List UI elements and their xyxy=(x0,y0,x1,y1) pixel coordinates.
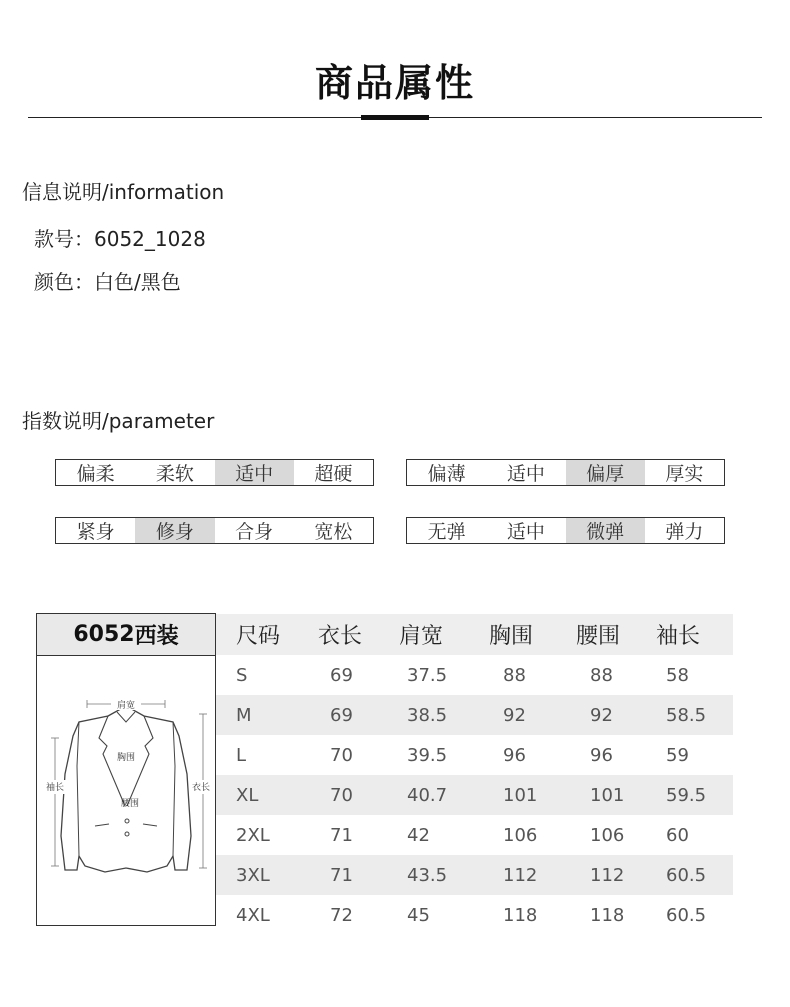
scale-item: 偏薄 xyxy=(427,463,466,485)
cell-size: XL xyxy=(236,784,259,806)
cell-length: 71 xyxy=(330,864,353,886)
cell-size: L xyxy=(236,744,247,766)
scale-item: 微弹 xyxy=(566,518,645,543)
button-icon xyxy=(125,819,129,823)
cell-waist: 92 xyxy=(590,704,613,726)
header-waist: 腰围 xyxy=(576,624,621,649)
title-divider-accent xyxy=(361,115,429,120)
cell-size: M xyxy=(236,704,252,726)
size-table xyxy=(216,614,733,935)
header-length: 衣长 xyxy=(318,624,363,649)
scale-item: 偏厚 xyxy=(566,460,645,485)
product-box xyxy=(36,613,216,926)
cell-shoulder: 45 xyxy=(407,904,430,926)
color-value: 白色/黑色 xyxy=(94,270,181,294)
scale-item: 适中 xyxy=(506,521,545,543)
table-row xyxy=(216,735,733,775)
header-shoulder: 肩宽 xyxy=(399,624,444,649)
cell-chest: 101 xyxy=(503,784,538,806)
table-header xyxy=(216,614,733,655)
scale-item: 合身 xyxy=(235,521,274,543)
style-number-value: 6052_1028 xyxy=(94,227,206,251)
cell-shoulder: 39.5 xyxy=(407,744,448,766)
product-code: 6052 xyxy=(73,622,135,647)
header-sleeve: 袖长 xyxy=(656,624,701,649)
softness-scale xyxy=(55,459,374,486)
diagram-label-waist: 腰围 xyxy=(120,799,140,809)
product-type: 西装 xyxy=(134,624,179,649)
cell-shoulder: 43.5 xyxy=(407,864,448,886)
cell-chest: 106 xyxy=(503,824,538,846)
fit-scale xyxy=(55,517,374,544)
product-name xyxy=(37,614,215,656)
header-size: 尺码 xyxy=(236,624,281,649)
scale-item: 弹力 xyxy=(665,521,704,543)
cell-length: 70 xyxy=(330,784,353,806)
cell-length: 69 xyxy=(330,704,353,726)
cell-size: 2XL xyxy=(236,824,270,846)
info-heading: 信息说明/information xyxy=(22,180,225,204)
cell-sleeve: 59.5 xyxy=(666,784,707,806)
cell-size: 4XL xyxy=(236,904,270,926)
style-number-row xyxy=(34,223,206,252)
header-chest: 胸围 xyxy=(489,624,534,649)
cell-sleeve: 60 xyxy=(666,824,689,846)
cell-shoulder: 40.7 xyxy=(407,784,448,806)
cell-sleeve: 58.5 xyxy=(666,704,707,726)
scale-item: 适中 xyxy=(215,460,294,485)
table-row xyxy=(216,655,733,695)
scale-item: 无弹 xyxy=(427,521,466,543)
blazer-outline-icon xyxy=(61,706,191,872)
cell-waist: 112 xyxy=(590,864,625,886)
cell-waist: 101 xyxy=(590,784,625,806)
cell-shoulder: 38.5 xyxy=(407,704,448,726)
cell-chest: 88 xyxy=(503,664,526,686)
thickness-scale xyxy=(406,459,725,486)
scale-item: 厚实 xyxy=(665,463,704,485)
diagram-label-length: 衣长 xyxy=(191,783,211,793)
page-title: 商品属性 xyxy=(314,61,475,105)
cell-sleeve: 59 xyxy=(666,744,689,766)
table-row xyxy=(216,815,733,855)
cell-sleeve: 60.5 xyxy=(666,864,707,886)
cell-waist: 118 xyxy=(590,904,625,926)
scale-item: 宽松 xyxy=(314,521,353,543)
cell-size: S xyxy=(236,664,248,686)
elasticity-scale xyxy=(406,517,725,544)
cell-chest: 112 xyxy=(503,864,538,886)
cell-length: 70 xyxy=(330,744,353,766)
table-row xyxy=(216,695,733,735)
style-number-label: 款号： xyxy=(34,227,94,251)
cell-chest: 118 xyxy=(503,904,538,926)
scale-item: 适中 xyxy=(506,463,545,485)
cell-size: 3XL xyxy=(236,864,270,886)
cell-waist: 88 xyxy=(590,664,613,686)
table-row xyxy=(216,895,733,935)
diagram-label-shoulder: 肩宽 xyxy=(116,701,136,711)
color-label: 颜色： xyxy=(34,270,94,294)
parameter-heading: 指数说明/parameter xyxy=(22,409,215,433)
cell-sleeve: 60.5 xyxy=(666,904,707,926)
cell-length: 69 xyxy=(330,664,353,686)
blazer-diagram xyxy=(37,656,215,925)
table-row xyxy=(216,775,733,815)
cell-chest: 92 xyxy=(503,704,526,726)
scale-item: 修身 xyxy=(135,518,214,543)
cell-shoulder: 37.5 xyxy=(407,664,448,686)
cell-length: 71 xyxy=(330,824,353,846)
diagram-label-sleeve: 袖长 xyxy=(45,783,65,793)
cell-waist: 106 xyxy=(590,824,625,846)
cell-chest: 96 xyxy=(503,744,526,766)
scale-item: 紧身 xyxy=(76,521,115,543)
scale-item: 超硬 xyxy=(314,463,353,485)
cell-shoulder: 42 xyxy=(407,824,430,846)
scale-item: 柔软 xyxy=(155,463,194,485)
diagram-label-chest: 胸围 xyxy=(116,753,136,763)
table-row xyxy=(216,855,733,895)
cell-waist: 96 xyxy=(590,744,613,766)
cell-length: 72 xyxy=(330,904,353,926)
cell-sleeve: 58 xyxy=(666,664,689,686)
scale-item: 偏柔 xyxy=(76,463,115,485)
button-icon xyxy=(125,832,129,836)
color-row xyxy=(34,266,181,295)
